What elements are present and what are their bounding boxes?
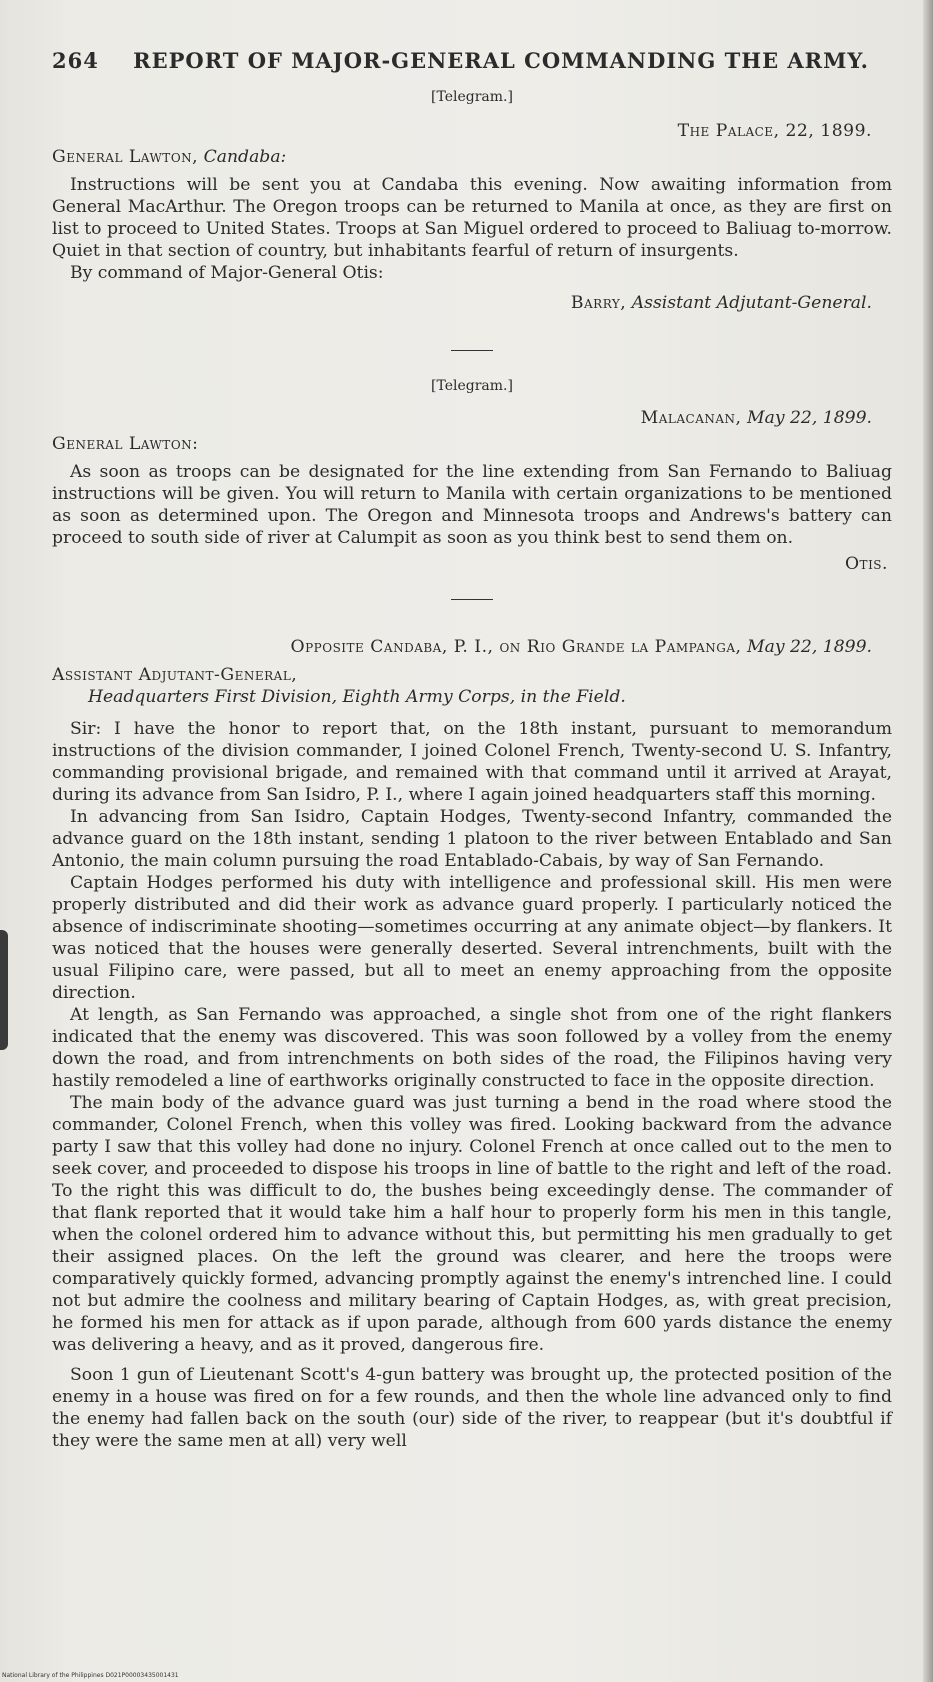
scan-blot [0,930,8,1050]
telegram-date: May 22, 1899. [746,408,872,428]
report-paragraph: Soon 1 gun of Lieutenant Scott's 4-gun battery was brought up, the protected position of the enemy in a house was fired on for a few rounds, and then the whole line advanced only to find the enemy had fallen back on the south (our) side of the river, to reappear (but it's doubtful if they were the same men at all) very well [52,1365,892,1451]
addressee-place: Candaba: [203,147,287,167]
telegram-addressee: General Lawton: [52,434,199,454]
scan-footer: National Library of the Philippines D021P00003435001431 [2,1672,179,1679]
telegram-body: As soon as troops can be designated for the line extending from San Fernando to Baliuag instructions will be given. You will return to Manila with certain organizations to be mentioned as soon as determined upon. The Oregon and Minnesota troops and Andrews's battery can proceed to south side of river at Calumpit as soon as you think best to send them on. [52,462,892,548]
telegram-signature: Otis. [844,554,888,574]
page-edge-shadow [923,0,933,1682]
page-number: 264 [52,48,99,73]
report-paragraph: The main body of the advance guard was just turning a bend in the road where stood the commander, Colonel French, when this volley was fired. Looking backward from the advance party I saw that this volley had done no injury. Colonel French at once called out to the men to seek cover, and proceeded to dispose his troops in line of battle to the right and left of the road. To the right this was difficult to do, the bushes being exceedingly dense. The commander of that flank reported that it would take him a half hour to properly form his men in this tangle, when the colonel ordered him to advance without this, but permitting his men gradually to get their assigned places. On the left the ground was clearer, and here the troops were comparatively quickly formed, advancing promptly against the enemy's intrenched line. I could not but admire the coolness and military bearing of Captain Hodges, as, with great precision, he formed his men for attack as if upon parade, although from 600 yards distance the enemy was delivering a heavy, and as it proved, dangerous fire. [52,1093,892,1355]
page-content [52,50,892,1452]
telegram-place: Malacanan, [640,408,742,428]
report-place-date [52,636,892,658]
report-addressee: Assistant Adjutant-General, [52,665,298,685]
report-date: May 22, 1899. [746,637,872,657]
telegram-place-date: The Palace, 22, 1899. [677,121,872,141]
telegram-command: By command of Major-General Otis: [70,263,384,283]
report-paragraph: Sir: I have the honor to report that, on the 18th instant, pursuant to memorandum instructions of the division commander, I joined Colonel French, Twenty-second U. S. Infantry, commanding provisional brigade, and remained with that command until it arrived at Arayat, during its advance from San Isidro, P. I., where I again joined headquarters staff this morning. [52,719,892,805]
header-title: REPORT OF MAJOR-GENERAL COMMANDING THE ARMY. [133,48,869,73]
telegram-place-date [52,407,892,429]
telegram-body: Instructions will be sent you at Candaba this evening. Now awaiting information from General MacArthur. The Oregon troops can be returned to Manila at once, as they are first on list to proceed to United States. Troops at San Miguel ordered to proceed to Baliuag to-morrow. Quiet in that section of country, but inhabitants fearful of return of insurgents. [52,175,892,261]
report-paragraph: In advancing from San Isidro, Captain Hodges, Twenty-second Infantry, commanded the advance guard on the 18th instant, sending 1 platoon to the river between Entablado and San Antonio, the main column pursuing the road Entablado-Cabais, by way of San Fernando. [52,807,892,871]
signature-name: Barry, [570,293,627,313]
running-header [52,50,892,72]
telegram-addressee [52,146,892,168]
telegram-signature [52,292,892,314]
telegram-label: [Telegram.] [431,378,513,394]
report-addressee-line2: Headquarters First Division, Eighth Army Corps, in the Field. [88,687,626,707]
report-paragraph: Captain Hodges performed his duty with intelligence and professional skill. His men were properly distributed and did their work as advance guard properly. I particularly noticed the absence of indiscriminate shooting—sometimes occurring at any animate object—by flankers. It was noticed that the houses were generally deserted. Several intrenchments, built with the usual Filipino care, were passed, but all to meet an enemy approaching from the opposite direction. [52,873,892,1003]
telegram-label: [Telegram.] [431,89,513,105]
signature-title: Assistant Adjutant-General. [631,293,872,313]
report-place: Opposite Candaba, P. I., on Rio Grande la Pampanga, [290,637,742,657]
addressee-name: General Lawton, [52,147,199,167]
report-paragraph: At length, as San Fernando was approached, a single shot from one of the right flankers indicated that the enemy was discovered. This was soon followed by a volley from the enemy down the road, and from intrenchments on both sides of the road, the Filipinos having very hastily remodeled a line of earthworks originally constructed to face in the opposite direction. [52,1005,892,1091]
